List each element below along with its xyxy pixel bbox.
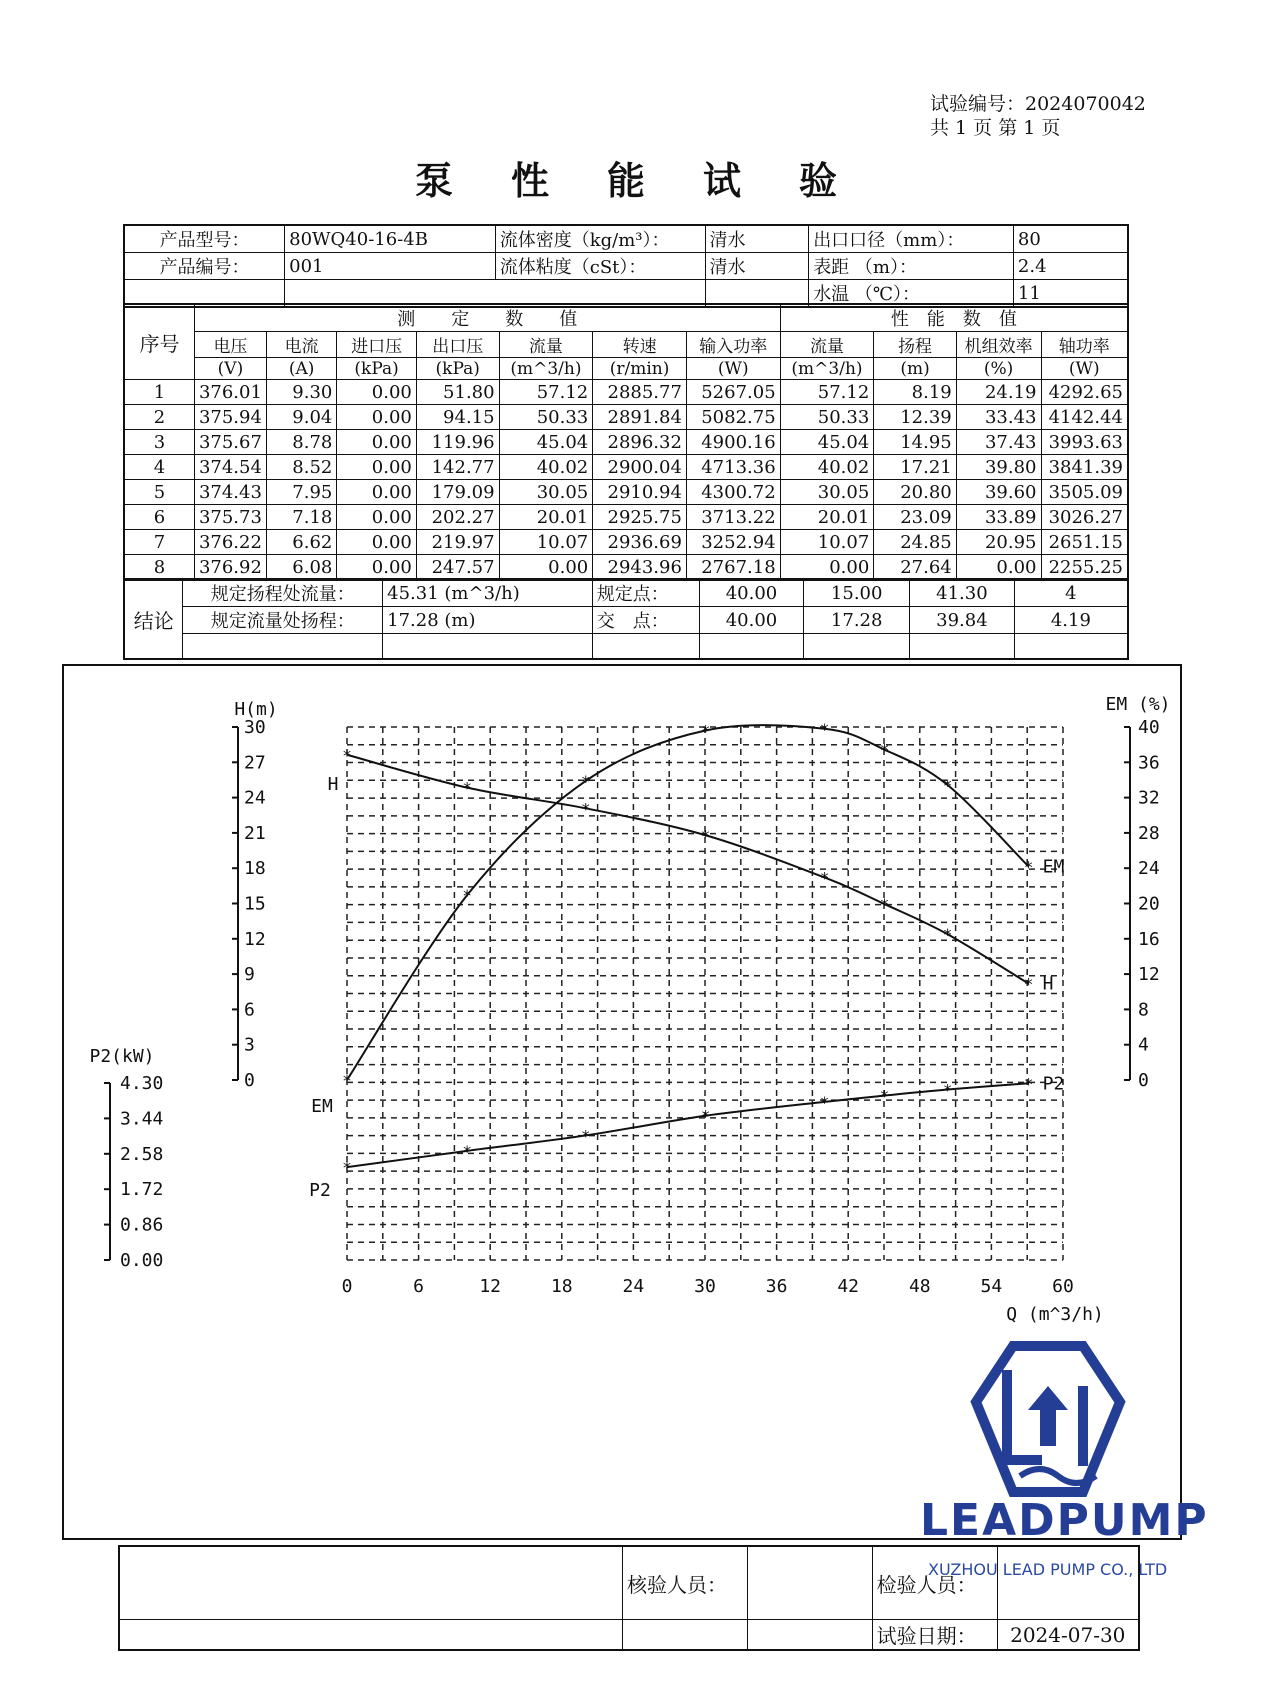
temp-value: 11 xyxy=(1013,280,1128,308)
data-point-marker: * xyxy=(880,895,889,915)
spec-value: 15.00 xyxy=(804,579,910,607)
series-label-em: EM xyxy=(1042,856,1065,878)
table-cell: 375.67 xyxy=(194,430,266,455)
cross-label: 交 点： xyxy=(592,607,699,634)
temp-label: 水温 （℃）： xyxy=(809,280,1014,308)
data-point-marker: * xyxy=(820,1092,829,1112)
series-label-h: H xyxy=(1042,973,1054,995)
data-point-marker: * xyxy=(343,1158,351,1178)
table-cell: 17.21 xyxy=(874,455,956,480)
series-start-label-p2: P2 xyxy=(309,1180,331,1201)
p2-axis-tick-label: 2.58 xyxy=(120,1143,164,1165)
page-info: 共 1 页 第 1 页 xyxy=(930,117,1061,139)
table-cell: 2936.69 xyxy=(593,530,687,555)
model-label: 产品型号： xyxy=(124,225,285,253)
table-cell: 142.77 xyxy=(416,455,499,480)
x-axis-tick-label: 0 xyxy=(341,1276,353,1297)
p2-axis-tick-label: 3.44 xyxy=(120,1108,164,1130)
em-axis-tick-label: 0 xyxy=(1138,1070,1149,1091)
table-cell: 33.89 xyxy=(956,505,1041,530)
table-cell: 57.12 xyxy=(780,380,874,405)
column-header: 电压 xyxy=(194,332,266,358)
table-cell: 4300.72 xyxy=(686,480,780,505)
h-axis-tick-label: 3 xyxy=(244,1034,255,1056)
table-cell: 50.33 xyxy=(499,405,593,430)
table-cell: 0.00 xyxy=(337,430,416,455)
table-cell: 0.00 xyxy=(337,405,416,430)
data-point-marker: * xyxy=(463,1141,472,1161)
x-axis-tick-label: 54 xyxy=(980,1276,1003,1297)
table-cell: 247.57 xyxy=(416,555,499,581)
table-cell: 375.94 xyxy=(194,405,266,430)
table-cell: 0.00 xyxy=(337,530,416,555)
table-cell: 2943.96 xyxy=(593,555,687,581)
table-cell: 23.09 xyxy=(874,505,956,530)
h-axis-tick-label: 18 xyxy=(244,858,266,880)
data-point-marker: * xyxy=(943,775,952,795)
column-unit: (V) xyxy=(194,358,266,380)
em-axis-tick-label: 20 xyxy=(1138,893,1160,915)
x-axis-tick-label: 48 xyxy=(908,1276,931,1297)
data-point-marker: * xyxy=(463,778,472,798)
column-header: 流量 xyxy=(780,332,874,358)
table-cell: 6.08 xyxy=(266,555,336,581)
table-cell: 0.00 xyxy=(499,555,593,581)
measured-group-header: 测 定 数 值 xyxy=(194,304,780,332)
spec-label: 规定点： xyxy=(592,579,699,607)
table-cell: 20.01 xyxy=(780,505,874,530)
table-cell: 4 xyxy=(124,455,194,480)
table-cell: 20.01 xyxy=(499,505,593,530)
table-cell: 374.54 xyxy=(194,455,266,480)
serial-label: 产品编号： xyxy=(124,253,285,280)
table-cell: 5267.05 xyxy=(686,380,780,405)
column-unit: (kPa) xyxy=(416,358,499,380)
table-cell: 20.95 xyxy=(956,530,1041,555)
x-axis-tick-label: 30 xyxy=(694,1276,716,1297)
page-title: 泵性能试验 xyxy=(414,158,895,203)
table-cell: 24.85 xyxy=(874,530,956,555)
cross-value: 40.00 xyxy=(699,607,804,634)
h-axis-tick-label: 0 xyxy=(244,1070,255,1091)
data-point-marker: * xyxy=(581,1126,590,1146)
column-unit: (m^3/h) xyxy=(499,358,593,380)
table-cell: 8 xyxy=(124,555,194,581)
column-unit: (W) xyxy=(686,358,780,380)
table-cell: 57.12 xyxy=(499,380,593,405)
table-cell: 10.07 xyxy=(499,530,593,555)
cross-value: 17.28 xyxy=(804,607,910,634)
checker-label: 核验人员： xyxy=(623,1546,748,1620)
empty-cell xyxy=(119,1620,623,1651)
density-label: 流体密度（kg/m³）： xyxy=(495,225,705,253)
h-axis-tick-label: 6 xyxy=(244,999,255,1021)
table-cell: 3993.63 xyxy=(1041,430,1128,455)
table-cell: 94.15 xyxy=(416,405,499,430)
cross-value: 4.19 xyxy=(1014,607,1128,634)
em-axis-tick-label: 32 xyxy=(1138,787,1160,809)
table-cell: 2900.04 xyxy=(593,455,687,480)
data-point-marker: * xyxy=(820,868,829,888)
empty-cell xyxy=(747,1620,872,1651)
table-cell: 179.09 xyxy=(416,480,499,505)
column-header: 进口压 xyxy=(337,332,416,358)
table-cell: 375.73 xyxy=(194,505,266,530)
column-unit: (m) xyxy=(874,358,956,380)
table-cell: 40.02 xyxy=(780,455,874,480)
gauge-value: 2.4 xyxy=(1013,253,1128,280)
inspector-sign-cell xyxy=(997,1546,1139,1620)
column-header: 输入功率 xyxy=(686,332,780,358)
data-point-marker: * xyxy=(1024,1074,1033,1094)
column-unit: (%) xyxy=(956,358,1041,380)
column-header: 流量 xyxy=(499,332,593,358)
p2-axis-tick-label: 0.00 xyxy=(120,1250,164,1271)
table-cell: 3026.27 xyxy=(1041,505,1128,530)
data-point-marker: * xyxy=(880,1086,889,1106)
table-cell: 3713.22 xyxy=(686,505,780,530)
spec-value: 4 xyxy=(1014,579,1128,607)
table-cell: 10.07 xyxy=(780,530,874,555)
table-cell: 3252.94 xyxy=(686,530,780,555)
em-axis-tick-label: 16 xyxy=(1138,928,1160,950)
table-cell: 2 xyxy=(124,405,194,430)
table-cell: 7.95 xyxy=(266,480,336,505)
table-cell: 5 xyxy=(124,480,194,505)
column-header: 机组效率 xyxy=(956,332,1041,358)
h-axis-tick-label: 21 xyxy=(244,822,266,844)
table-cell: 4292.65 xyxy=(1041,380,1128,405)
column-unit: (A) xyxy=(266,358,336,380)
table-cell: 6 xyxy=(124,505,194,530)
column-header: 轴功率 xyxy=(1041,332,1128,358)
table-cell: 374.43 xyxy=(194,480,266,505)
table-cell: 2910.94 xyxy=(593,480,687,505)
em-axis-tick-label: 8 xyxy=(1138,999,1149,1021)
h-at-flow-value: 17.28 (m) xyxy=(383,607,593,634)
x-axis-tick-label: 36 xyxy=(765,1276,788,1297)
x-axis-tick-label: 60 xyxy=(1052,1276,1074,1297)
perf-group-header: 性 能 数 值 xyxy=(780,304,1128,332)
table-cell: 7.18 xyxy=(266,505,336,530)
series-start-label-em: EM xyxy=(311,1096,333,1117)
em-axis-tick-label: 28 xyxy=(1138,822,1160,844)
table-cell: 1 xyxy=(124,380,194,405)
viscosity-value: 清水 xyxy=(705,253,809,280)
table-cell: 27.64 xyxy=(874,555,956,581)
column-header: 出口压 xyxy=(416,332,499,358)
table-cell: 2255.25 xyxy=(1041,555,1128,581)
table-cell: 51.80 xyxy=(416,380,499,405)
logo-brand-text: LEADPUMP xyxy=(920,1495,1209,1546)
table-cell: 376.22 xyxy=(194,530,266,555)
table-cell: 9.04 xyxy=(266,405,336,430)
table-cell: 39.80 xyxy=(956,455,1041,480)
table-cell: 4142.44 xyxy=(1041,405,1128,430)
conclusion-label: 结论 xyxy=(124,579,183,659)
table-cell: 30.05 xyxy=(499,480,593,505)
density-value: 清水 xyxy=(705,225,809,253)
table-cell: 3841.39 xyxy=(1041,455,1128,480)
date-value: 2024-07-30 xyxy=(997,1620,1139,1651)
data-point-marker: * xyxy=(701,1106,710,1126)
empty-cell xyxy=(119,1546,623,1620)
outlet-label: 出口口径（mm）： xyxy=(809,225,1014,253)
table-cell: 0.00 xyxy=(337,455,416,480)
series-label-p2: P2 xyxy=(1042,1073,1065,1095)
table-cell: 45.04 xyxy=(499,430,593,455)
series-line-p2 xyxy=(347,1080,1029,1167)
column-unit: (kPa) xyxy=(337,358,416,380)
serial-value: 001 xyxy=(285,253,496,280)
em-axis-title: EM (%) xyxy=(1105,694,1171,715)
x-axis-tick-label: 42 xyxy=(837,1276,860,1297)
table-cell: 7 xyxy=(124,530,194,555)
x-axis-tick-label: 12 xyxy=(479,1276,502,1297)
spec-value: 40.00 xyxy=(699,579,804,607)
data-point-marker: * xyxy=(701,721,710,741)
table-cell: 30.05 xyxy=(780,480,874,505)
q-at-head-value: 45.31 (m^3/h) xyxy=(383,579,593,607)
table-cell: 9.30 xyxy=(266,380,336,405)
h-axis-tick-label: 24 xyxy=(244,787,266,809)
column-unit: (W) xyxy=(1041,358,1128,380)
report-number: 试验编号：2024070042 xyxy=(930,93,1146,115)
data-point-marker: * xyxy=(701,826,710,846)
em-axis-tick-label: 24 xyxy=(1138,858,1160,880)
table-cell: 40.02 xyxy=(499,455,593,480)
column-header: 扬程 xyxy=(874,332,956,358)
data-point-marker: * xyxy=(343,1071,351,1090)
column-unit: (m^3/h) xyxy=(780,358,874,380)
table-cell: 2651.15 xyxy=(1041,530,1128,555)
em-axis-tick-label: 12 xyxy=(1138,964,1160,986)
table-cell: 2891.84 xyxy=(593,405,687,430)
h-axis-tick-label: 9 xyxy=(244,964,255,986)
data-point-marker: * xyxy=(943,925,952,945)
column-header: 电流 xyxy=(266,332,336,358)
series-line-em xyxy=(347,725,1029,1080)
x-axis-tick-label: 18 xyxy=(550,1276,573,1297)
h-axis-tick-label: 30 xyxy=(244,717,266,738)
table-cell: 0.00 xyxy=(337,380,416,405)
model-value: 80WQ40-16-4B xyxy=(285,225,496,253)
series-start-label-h: H xyxy=(327,774,339,795)
table-cell: 45.04 xyxy=(780,430,874,455)
data-point-marker: * xyxy=(581,799,590,819)
inspector-label: 检验人员： xyxy=(872,1546,997,1620)
table-cell: 0.00 xyxy=(956,555,1041,581)
table-cell: 4900.16 xyxy=(686,430,780,455)
table-cell: 0.00 xyxy=(780,555,874,581)
column-unit: (r/min) xyxy=(593,358,687,380)
data-point-marker: * xyxy=(820,719,829,739)
signature-table xyxy=(118,1545,1140,1651)
table-cell: 2767.18 xyxy=(686,555,780,581)
data-point-marker: * xyxy=(1024,974,1033,994)
viscosity-label: 流体粘度（cSt）： xyxy=(495,253,705,280)
x-axis-tick-label: 24 xyxy=(622,1276,645,1297)
table-cell: 0.00 xyxy=(337,555,416,581)
h-axis-tick-label: 12 xyxy=(244,928,266,950)
table-cell: 8.52 xyxy=(266,455,336,480)
date-label: 试验日期： xyxy=(872,1620,997,1651)
table-cell: 0.00 xyxy=(337,480,416,505)
h-at-flow-label: 规定流量处扬程： xyxy=(183,607,383,634)
table-cell: 5082.75 xyxy=(686,405,780,430)
table-cell: 2925.75 xyxy=(593,505,687,530)
seq-header: 序号 xyxy=(124,304,194,380)
table-cell: 376.92 xyxy=(194,555,266,581)
table-cell: 202.27 xyxy=(416,505,499,530)
table-cell: 4713.36 xyxy=(686,455,780,480)
outlet-value: 80 xyxy=(1013,225,1128,253)
table-cell: 50.33 xyxy=(780,405,874,430)
table-cell: 119.96 xyxy=(416,430,499,455)
q-at-head-label: 规定扬程处流量： xyxy=(183,579,383,607)
h-axis-tick-label: 27 xyxy=(244,752,266,774)
table-cell: 3 xyxy=(124,430,194,455)
table-cell: 37.43 xyxy=(956,430,1041,455)
data-point-marker: * xyxy=(463,886,472,906)
table-cell: 8.19 xyxy=(874,380,956,405)
table-cell: 6.62 xyxy=(266,530,336,555)
table-cell: 24.19 xyxy=(956,380,1041,405)
table-cell: 2885.77 xyxy=(593,380,687,405)
em-axis-tick-label: 40 xyxy=(1138,717,1160,738)
em-axis-tick-label: 36 xyxy=(1138,752,1160,774)
table-cell: 2896.32 xyxy=(593,430,687,455)
p2-axis-tick-label: 1.72 xyxy=(120,1179,164,1201)
em-axis-tick-label: 4 xyxy=(1138,1034,1149,1056)
h-axis-title: H(m) xyxy=(234,699,278,720)
logo-company-text: XUZHOU LEAD PUMP CO., LTD xyxy=(928,1560,1168,1579)
table-cell: 12.39 xyxy=(874,405,956,430)
x-axis-title: Q (m^3/h) xyxy=(1006,1304,1104,1325)
data-point-marker: * xyxy=(343,745,351,765)
table-cell: 0.00 xyxy=(337,505,416,530)
spec-value: 41.30 xyxy=(910,579,1015,607)
cross-value: 39.84 xyxy=(910,607,1015,634)
gauge-label: 表距 （m）： xyxy=(809,253,1014,280)
data-point-marker: * xyxy=(880,740,889,760)
column-header: 转速 xyxy=(593,332,687,358)
table-cell: 33.43 xyxy=(956,405,1041,430)
h-axis-tick-label: 15 xyxy=(244,893,266,915)
table-cell: 8.78 xyxy=(266,430,336,455)
data-point-marker: * xyxy=(1024,857,1033,877)
p2-axis-tick-label: 0.86 xyxy=(120,1214,164,1236)
p2-axis-tick-label: 4.30 xyxy=(120,1073,164,1094)
empty-cell xyxy=(623,1620,748,1651)
p2-axis-title: P2(kW) xyxy=(89,1046,155,1067)
x-axis-tick-label: 6 xyxy=(413,1276,425,1297)
table-cell: 219.97 xyxy=(416,530,499,555)
checker-sign-cell xyxy=(747,1546,872,1620)
data-point-marker: * xyxy=(943,1080,952,1100)
table-cell: 14.95 xyxy=(874,430,956,455)
table-cell: 20.80 xyxy=(874,480,956,505)
table-cell: 3505.09 xyxy=(1041,480,1128,505)
data-point-marker: * xyxy=(581,771,590,791)
table-cell: 39.60 xyxy=(956,480,1041,505)
table-cell: 376.01 xyxy=(194,380,266,405)
